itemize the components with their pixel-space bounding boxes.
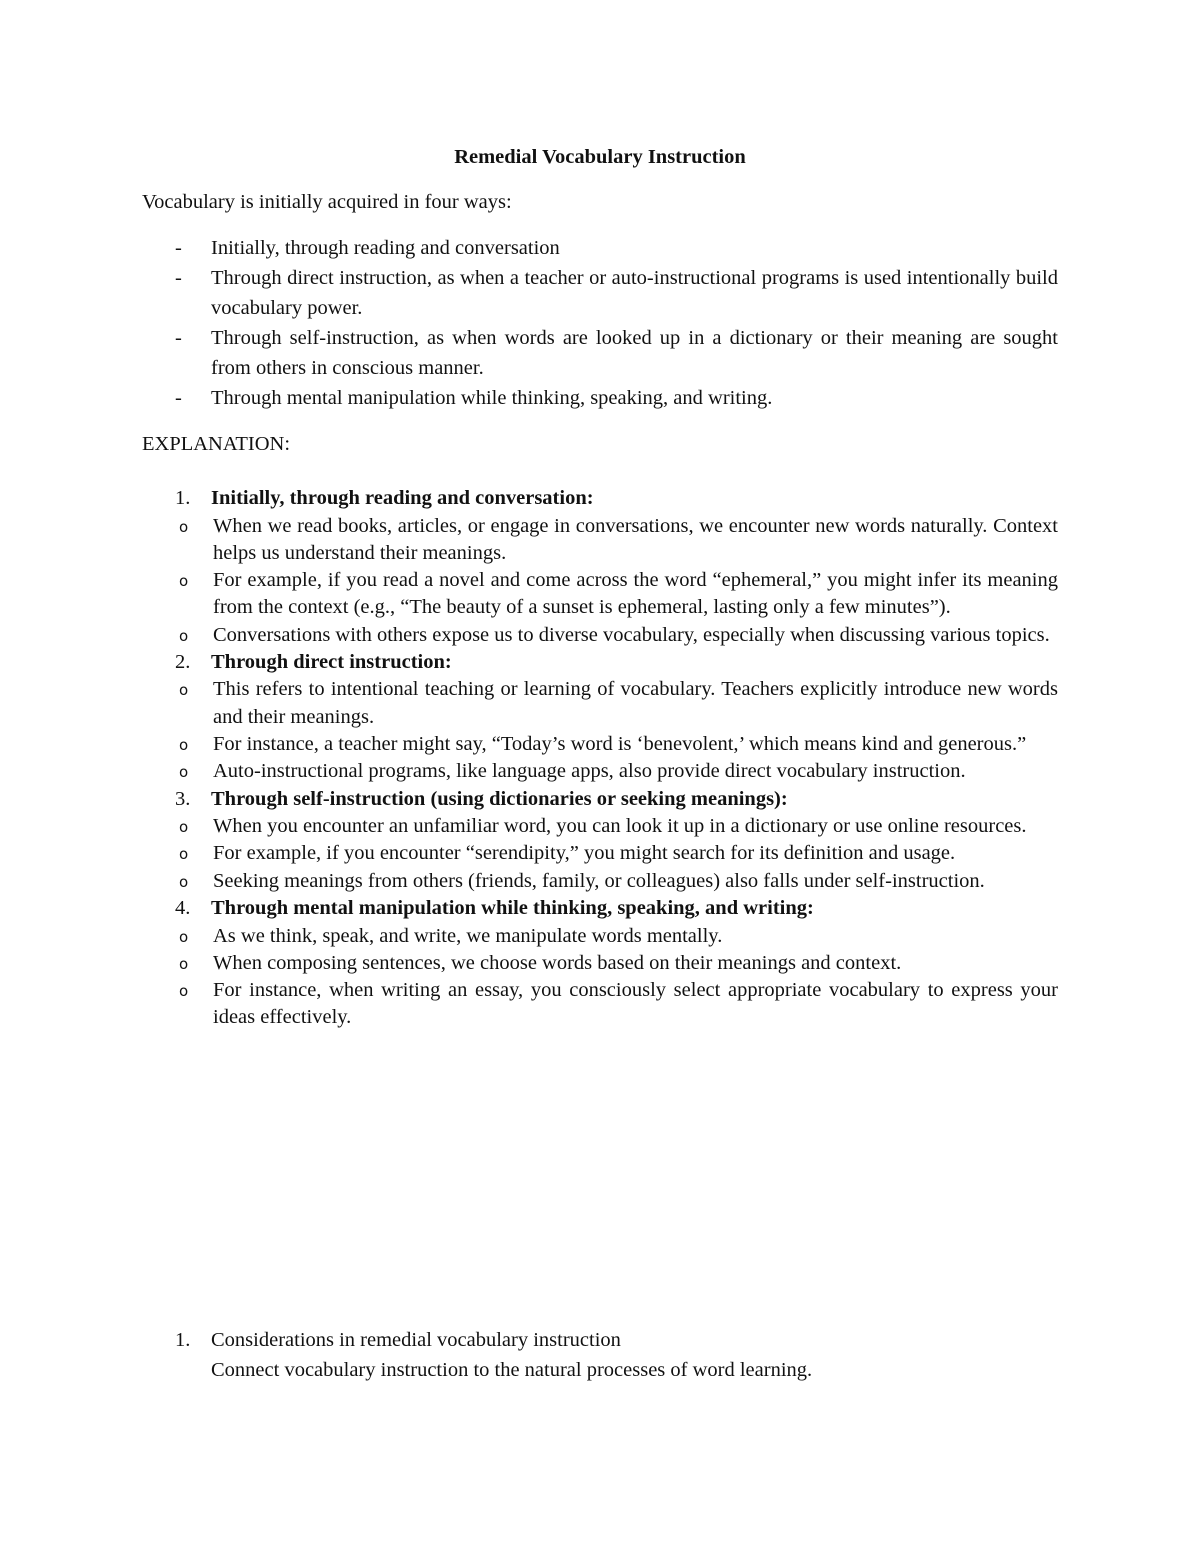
explanation-item [142, 895, 1058, 1032]
explanation-heading-text: Through self-instruction (using dictionaries or seeking meanings): [211, 787, 788, 810]
item-number: 2. [175, 650, 191, 673]
sub-point-list [179, 813, 1058, 895]
explanation-item [142, 485, 1058, 649]
sub-point [142, 731, 1058, 758]
sub-point [142, 567, 1058, 622]
intro-paragraph: Vocabulary is initially acquired in four ways: [142, 191, 512, 213]
circle-bullet-icon: o [179, 763, 189, 782]
circle-bullet-icon: o [179, 927, 189, 946]
sub-point-text: For example, if you encounter “serendipity,” you might search for its definition and usage. [213, 842, 956, 865]
list-item [142, 263, 1058, 323]
sub-point-text: For example, if you read a novel and come across the word “ephemeral,” you might infer its meaning from the context (e.g., “The beauty of a sunset is ephemeral, lasting only a few minutes”). [213, 569, 1058, 619]
sub-point-text: As we think, speak, and write, we manipulate words mentally. [213, 924, 723, 947]
sub-point-list [179, 676, 1058, 785]
sub-point [142, 676, 1058, 731]
explanation-list [142, 485, 1058, 1032]
sub-point [142, 840, 1058, 867]
sub-point [142, 868, 1058, 895]
circle-bullet-icon: o [179, 954, 189, 973]
circle-bullet-icon: o [179, 681, 189, 700]
dash-marker: - [175, 237, 182, 259]
item-number: 4. [175, 897, 191, 920]
sub-point [142, 758, 1058, 785]
item-number: 3. [175, 787, 191, 810]
dash-marker: - [175, 267, 182, 289]
explanation-heading: EXPLANATION: [142, 433, 291, 455]
list-item-text: Through self-instruction, as when words are looked up in a dictionary or their meaning are sought from others in conscious manner. [211, 327, 1058, 379]
circle-bullet-icon: o [179, 845, 189, 864]
item-number: 1. [175, 487, 191, 509]
explanation-heading-text: Through mental manipulation while thinking, speaking, and writing: [211, 897, 814, 920]
explanation-heading-text: Through direct instruction: [211, 650, 452, 673]
explanation-item [142, 786, 1058, 895]
list-item-text: Through mental manipulation while thinking, speaking, and writing. [211, 387, 773, 409]
considerations-list [142, 1325, 1058, 1385]
circle-bullet-icon: o [179, 626, 189, 645]
circle-bullet-icon: o [179, 818, 189, 837]
document-title: Remedial Vocabulary Instruction [454, 146, 746, 168]
circle-bullet-icon: o [179, 982, 189, 1001]
explanation-heading-text: Initially, through reading and conversation: [211, 487, 594, 509]
explanation-item [142, 649, 1058, 786]
sub-point [142, 923, 1058, 950]
sub-point [142, 950, 1058, 977]
circle-bullet-icon: o [179, 572, 189, 591]
considerations-item [142, 1325, 1058, 1385]
sub-point-text: Auto-instructional programs, like language apps, also provide direct vocabulary instruction. [213, 760, 966, 783]
sub-point-text: Seeking meanings from others (friends, family, or colleagues) also falls under self-instruction. [213, 869, 985, 892]
sub-point [142, 513, 1058, 568]
list-item-text: Initially, through reading and conversation [211, 237, 560, 259]
sub-point-list [179, 513, 1058, 649]
dash-marker: - [175, 387, 182, 409]
list-item-text: Through direct instruction, as when a teacher or auto-instructional programs is used intentionally build vocabulary power. [211, 267, 1058, 319]
sub-point-text: When you encounter an unfamiliar word, you can look it up in a dictionary or use online resources. [213, 815, 1027, 838]
sub-point [142, 622, 1058, 649]
sub-point-text: For instance, when writing an essay, you consciously select appropriate vocabulary to express your ideas effectively. [213, 979, 1058, 1029]
considerations-heading: Considerations in remedial vocabulary instruction [211, 1329, 621, 1351]
sub-point-list [179, 923, 1058, 1032]
sub-point-text: Conversations with others expose us to diverse vocabulary, especially when discussing various topics. [213, 623, 1050, 646]
sub-point-text: When we read books, articles, or engage in conversations, we encounter new words naturally. Context helps us understand their meanings. [213, 514, 1058, 564]
circle-bullet-icon: o [179, 736, 189, 755]
acquisition-ways-list [142, 233, 1058, 413]
item-number: 1. [175, 1329, 191, 1351]
list-item [142, 233, 1058, 263]
sub-point-text: When composing sentences, we choose words based on their meanings and context. [213, 951, 902, 974]
circle-bullet-icon: o [179, 517, 189, 536]
sub-point-text: This refers to intentional teaching or learning of vocabulary. Teachers explicitly introduce new words and their meanings. [213, 678, 1058, 728]
list-item [142, 323, 1058, 383]
circle-bullet-icon: o [179, 872, 189, 891]
sub-point [142, 977, 1058, 1032]
list-item [142, 383, 1058, 413]
considerations-text: Connect vocabulary instruction to the natural processes of word learning. [211, 1359, 813, 1381]
sub-point [142, 813, 1058, 840]
dash-marker: - [175, 327, 182, 349]
sub-point-text: For instance, a teacher might say, “Today’s word is ‘benevolent,’ which means kind and generous.” [213, 733, 1027, 756]
